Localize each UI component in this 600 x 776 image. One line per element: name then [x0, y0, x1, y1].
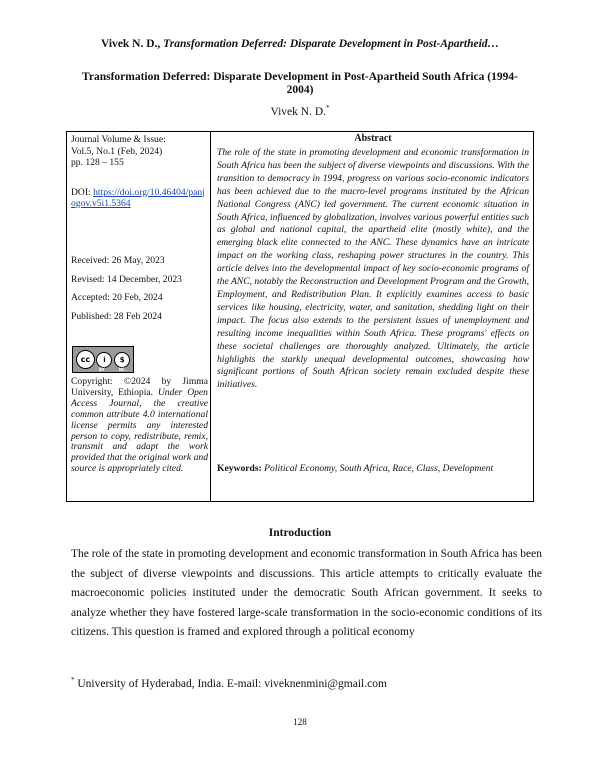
keywords-label: Keywords:: [217, 463, 262, 474]
footnote-mark: *: [71, 676, 75, 684]
nc-label: NC: [118, 367, 125, 372]
cc-icon: cc: [76, 350, 95, 369]
footnote-text: University of Hyderabad, India. E-mail: viveknenmini@gmail.com: [77, 677, 387, 690]
published-date: Published: 28 Feb 2024: [71, 310, 162, 322]
attribution-icon: i: [96, 352, 112, 368]
author-name: Vivek N. D.: [270, 105, 327, 118]
accepted-date: Accepted: 20 Feb, 2024: [71, 292, 163, 303]
keywords-list: Political Economy, South Africa, Race, Class, Development: [264, 463, 494, 474]
running-header: [0, 38, 600, 50]
doi-line: [71, 187, 209, 210]
received-date: Received: 26 May, 2023: [71, 255, 165, 266]
info-box-divider: [210, 131, 211, 502]
copyright-notice: [71, 377, 208, 475]
copyright-lead: Copyright: ©2024 by Jimma University, Ethiopia.: [71, 376, 208, 398]
volume-label: Journal Volume & Issue:: [71, 134, 166, 145]
volume-value: Vol.5, No.1 (Feb, 2024): [71, 145, 163, 157]
header-short-title: Transformation Deferred: Disparate Development in Post-Apartheid…: [163, 38, 500, 50]
author-footnote-mark[interactable]: *: [326, 104, 330, 112]
page-number: 128: [293, 717, 307, 727]
cc-license-labels: [92, 367, 132, 373]
noncommercial-icon: $: [114, 352, 130, 368]
pages-value: pp. 128 – 155: [71, 157, 124, 168]
author-footnote: [71, 676, 541, 690]
keywords: [217, 463, 529, 474]
header-author: Vivek N. D.,: [100, 38, 161, 50]
journal-info: [71, 134, 209, 210]
article-dates: [71, 255, 209, 329]
introduction-text: The role of the state in promoting development and economic transformation in South Africa has been the subject of diverse viewpoints and discussions. This article attempts to critically evaluate the macroeconomic policies instituted under the democratic South African government. It seeks to analyze whether they have fostered large-scale transformation in the socio-economic conditions of its citizens. This question is framed and explored through a political economy: [71, 548, 542, 638]
article-author: [0, 104, 600, 118]
introduction-heading: Introduction: [268, 527, 332, 539]
copyright-body: Under Open Access Journal, the creative common attribute 4.0 international license permits any interested person to copy, redistribute, remix, transmit and adapt the work provided that the original work and source is appropriately cited.: [71, 386, 208, 475]
doi-link[interactable]: https://doi.org/10.46404/panjogov.v5i1.5364: [71, 186, 205, 209]
doi-label: DOI:: [71, 186, 91, 198]
article-title: Transformation Deferred: Disparate Development in Post-Apartheid South Africa (1994-2004): [82, 71, 518, 96]
by-label: BY: [98, 367, 105, 372]
revised-date: Revised: 14 December, 2023: [71, 273, 182, 285]
abstract-text: The role of the state in promoting development and economic transformation in South Africa has been the subject of diverse viewpoints and discussions. With the transition to democracy in 1994, progress on various socio-economic indicators has been achieved due to the macro-level programs instituted by the African National Congress (ANC) led government. The current economic situation in South Africa, influenced by globalization, involves various powerful entities such as global and national capital, the apartheid elite (mostly white), and the emerging black elite connected to the ANC. These dynamics have an intricate impact on the working class, reshaping power structures in the country. This article delves into the developmental impact of key socio-economic programs of the ANC, notably the Reconstruction and Development Program and the Growth, Employment, and Redistribution Plan. It explicitly examines access to basic services like housing, electricity, water, and sanitation, shedding light on their impact. The focus also extends to the persistent issues of unemployment and resulting income inequalities within South Africa. These programs' effects on these societal challenges are thoroughly analyzed. Ultimately, the article highlights the starkly unequal developmental outcomes, showcasing how significant portions of South African society remain excluded despite these initiatives.: [217, 147, 529, 391]
abstract-heading: Abstract: [354, 133, 392, 144]
